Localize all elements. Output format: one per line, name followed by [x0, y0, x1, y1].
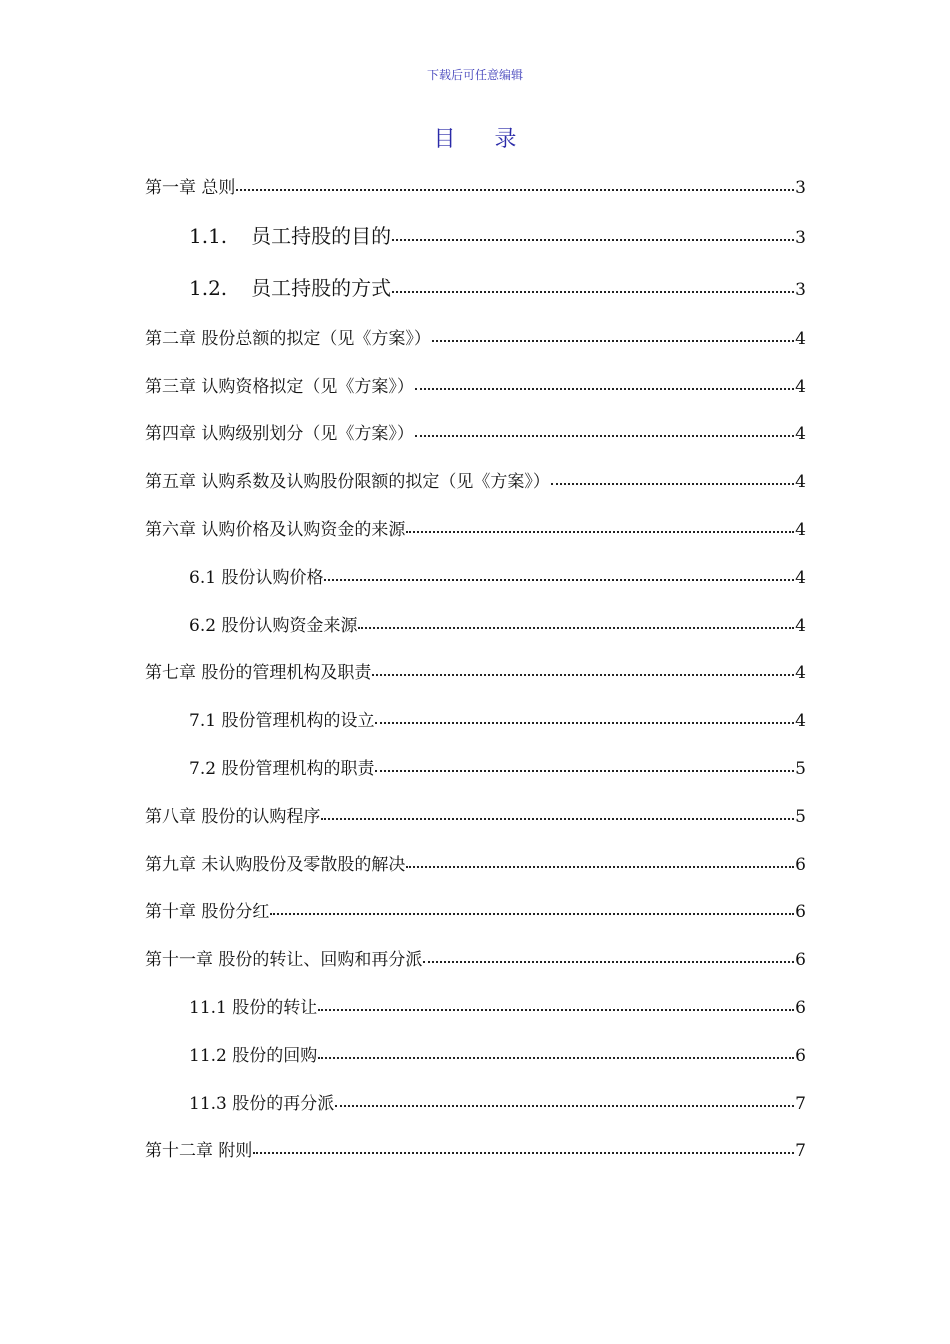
toc-leader-dots: [372, 674, 794, 676]
toc-entry-page: 6: [795, 998, 806, 1018]
toc-entry-text: 第九章 未认购股份及零散股的解决: [145, 855, 406, 875]
toc-entry-text: 第七章 股份的管理机构及职责: [145, 663, 372, 683]
toc-entry-text: 第六章 认购价格及认购资金的来源: [145, 520, 406, 540]
toc-entry-1-1[interactable]: [189, 224, 806, 250]
toc-entry-page: 3: [795, 280, 806, 300]
toc-entry-text: 6.2 股份认购资金来源: [189, 616, 358, 636]
toc-leader-dots: [392, 239, 794, 241]
toc-leader-dots: [406, 866, 794, 868]
toc-leader-dots: [551, 483, 794, 485]
toc-entry-text: 第十一章 股份的转让、回购和再分派: [145, 950, 423, 970]
toc-entry-text: 第五章 认购系数及认购股份限额的拟定（见《方案》）: [145, 472, 550, 492]
toc-leader-dots: [432, 340, 794, 342]
toc-entry-text: 员工持股的方式: [251, 276, 392, 300]
toc-entry-6-1[interactable]: [189, 566, 806, 590]
toc-entry-chapter-8[interactable]: [145, 805, 806, 829]
toc-entry-text: 第十章 股份分红: [145, 902, 270, 922]
toc-leader-dots: [321, 818, 794, 820]
toc-entry-page: 3: [795, 178, 806, 198]
toc-entry-text: 员工持股的目的: [251, 224, 392, 248]
toc-leader-dots: [406, 531, 794, 533]
toc-entry-chapter-9[interactable]: [145, 853, 806, 877]
toc-entry-text: 第三章 认购资格拟定（见《方案》）: [145, 377, 414, 397]
toc-leader-dots: [318, 1009, 794, 1011]
toc-title: 目 录: [433, 127, 533, 152]
toc-leader-dots: [335, 1105, 794, 1107]
toc-entry-11-2[interactable]: [189, 1044, 806, 1068]
toc-entry-page: 3: [795, 228, 806, 248]
toc-entry-chapter-4[interactable]: [145, 422, 806, 446]
toc-leader-dots: [392, 291, 794, 293]
toc-entry-page: 7: [795, 1141, 806, 1161]
toc-entry-page: 7: [795, 1094, 806, 1114]
toc-entry-text: 11.1 股份的转让: [189, 998, 318, 1018]
header-note: 下载后可任意编辑: [426, 68, 523, 82]
toc-entry-11-3[interactable]: [189, 1092, 806, 1116]
toc-entry-11-1[interactable]: [189, 996, 806, 1020]
toc-entry-page: 4: [795, 711, 806, 731]
toc-entry-chapter-11[interactable]: [145, 948, 806, 972]
toc-leader-dots: [423, 961, 794, 963]
toc-entry-page: 4: [795, 424, 806, 444]
toc-entry-7-1[interactable]: [189, 709, 806, 733]
toc-leader-dots: [236, 189, 794, 191]
toc-entry-text: 7.1 股份管理机构的设立: [189, 711, 375, 731]
toc-entry-number: 1.1.: [189, 224, 228, 248]
toc-entry-text: 11.2 股份的回购: [189, 1046, 318, 1066]
toc-entry-text: 第八章 股份的认购程序: [145, 807, 321, 827]
toc-entry-page: 4: [795, 663, 806, 683]
toc-entry-chapter-12[interactable]: [145, 1139, 806, 1163]
toc-entry-text: 第十二章 附则: [145, 1141, 253, 1161]
toc-entry-page: 5: [795, 759, 806, 779]
toc-leader-dots: [375, 722, 794, 724]
toc-entry-text: 第二章 股份总额的拟定（见《方案》）: [145, 329, 431, 349]
toc-entry-page: 6: [795, 902, 806, 922]
toc-entry-chapter-5[interactable]: [145, 470, 806, 494]
toc-entry-page: 4: [795, 568, 806, 588]
toc-entry-chapter-6[interactable]: [145, 518, 806, 542]
toc-entry-page: 5: [795, 807, 806, 827]
toc-entry-1-2[interactable]: [189, 276, 806, 302]
toc-entry-text: 第四章 认购级别划分（见《方案》）: [145, 424, 414, 444]
toc-entry-7-2[interactable]: [189, 757, 806, 781]
toc-leader-dots: [318, 1057, 794, 1059]
toc-leader-dots: [375, 770, 794, 772]
toc-entry-chapter-3[interactable]: [145, 375, 806, 399]
toc-entry-page: 6: [795, 950, 806, 970]
toc-leader-dots: [358, 627, 794, 629]
toc-entry-6-2[interactable]: [189, 614, 806, 638]
toc-entry-page: 4: [795, 329, 806, 349]
toc-leader-dots: [415, 388, 794, 390]
toc-leader-dots: [324, 579, 794, 581]
toc-entry-chapter-7[interactable]: [145, 661, 806, 685]
toc-entry-number: 1.2.: [189, 276, 228, 300]
toc-leader-dots: [270, 913, 794, 915]
toc-entry-page: 6: [795, 855, 806, 875]
toc-entry-chapter-10[interactable]: [145, 900, 806, 924]
toc-entry-page: 4: [795, 520, 806, 540]
toc-entry-text: 第一章 总则: [145, 178, 236, 198]
toc-entry-chapter-1[interactable]: [145, 176, 806, 200]
toc-entry-page: 4: [795, 616, 806, 636]
toc-entry-text: 7.2 股份管理机构的职责: [189, 759, 375, 779]
toc-entry-text: 11.3 股份的再分派: [189, 1094, 335, 1114]
toc-entry-text: 6.1 股份认购价格: [189, 568, 324, 588]
toc-leader-dots: [253, 1152, 794, 1154]
toc-entry-page: 4: [795, 377, 806, 397]
toc-entry-page: 4: [795, 472, 806, 492]
toc-leader-dots: [415, 435, 794, 437]
toc-entry-chapter-2[interactable]: [145, 327, 806, 351]
toc-entry-page: 6: [795, 1046, 806, 1066]
